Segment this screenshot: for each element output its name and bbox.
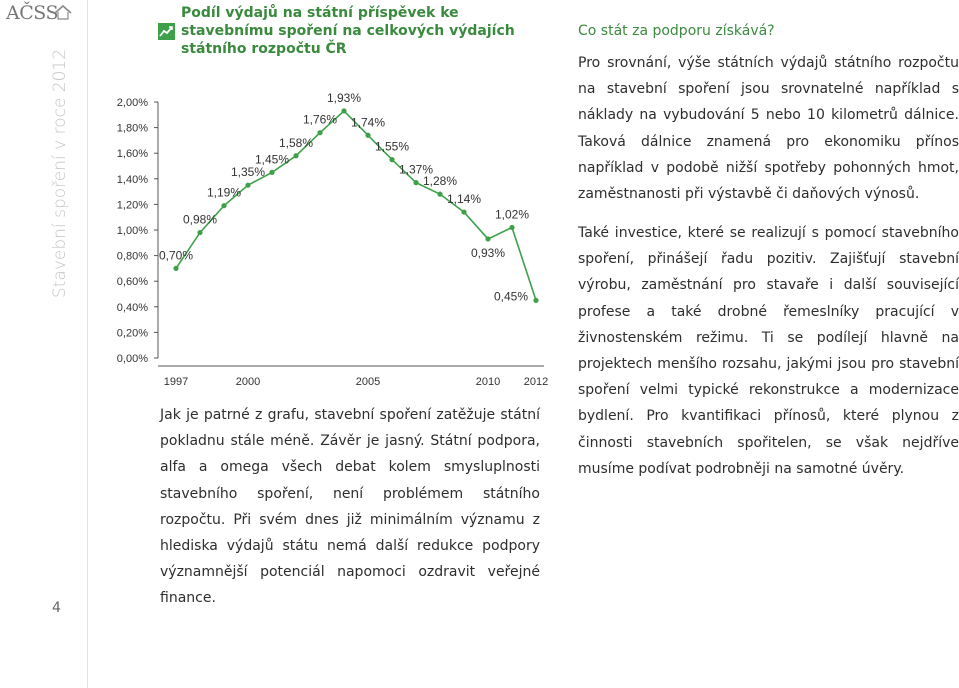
data-label: 1,19%: [206, 185, 242, 200]
side-title: Stavební spoření v roce 2012: [50, 48, 70, 298]
x-tick-label: 2000: [235, 376, 261, 388]
y-tick-label: 0,20%: [116, 327, 148, 340]
data-label: 1,74%: [350, 115, 386, 130]
data-label: 1,55%: [374, 139, 410, 154]
data-label: 1,28%: [422, 174, 458, 189]
right-paragraph-1: Pro srovnání, výše státních výdajů státního rozpočtu na stavební spoření jsou srovnatelné například s náklady na vybudování 5 nebo 10 kilometrů dálnice. Taková dálnice znamená pro ekonomiku přínos například v podobě nižší spotřeby pohonných hmot, zaměstnanosti při výstavbě či daňových výnosů.: [578, 55, 959, 203]
data-point: [413, 180, 418, 185]
data-label: 1,37%: [398, 162, 434, 177]
data-point: [509, 225, 514, 230]
y-tick-label: 0,40%: [116, 301, 148, 314]
data-point: [317, 130, 322, 135]
data-point: [533, 298, 538, 303]
data-point: [365, 133, 370, 138]
data-label: 1,58%: [278, 135, 314, 150]
data-point: [269, 170, 274, 175]
x-tick-label: 2012: [523, 376, 549, 388]
left-rail: [0, 0, 88, 688]
x-tick-label: 1997: [163, 376, 189, 388]
trend-line-icon: [158, 23, 175, 40]
house-roof-icon: [54, 4, 72, 20]
data-point: [221, 203, 226, 208]
data-point: [389, 157, 394, 162]
data-point: [437, 192, 442, 197]
line-chart: [88, 70, 558, 400]
data-label: 1,02%: [494, 207, 530, 222]
data-point: [485, 236, 490, 241]
left-paragraph: Jak je patrné z grafu, stavební spoření zatěžuje státní pokladnu stále méně. Závěr je jasný. Státní podpora, alfa a omega všech debat kolem smysluplnosti stavebního spoření, není problémem státního rozpočtu. Při svém dnes již minimálním významu z hlediska výdajů státu nemá další redukce podpory významnější potenciál napomoci ozdravit veřejné finance.: [160, 407, 540, 607]
right-paragraph-2: Také investice, které se realizují s pomocí stavebního spoření, přinášejí řadu pozitiv. Zajišťují stavební výrobu, zaměstnání pro stavaře i další související profese a také drobné řemeslníky pracující v živnostenském režimu. Ti se podílejí hlavně na projektech menšího rozsahu, jakými jsou pro stavební spoření velmi typické rekonstrukce a modernizace bydlení. Pro kvantifikaci přínosů, které plynou z činnosti stavebních spořitelen, se však nejdříve musíme podívat podrobněji na samotné úvěry.: [578, 225, 959, 477]
right-heading: Co stát za podporu získává?: [578, 23, 775, 39]
y-tick-label: 0,80%: [116, 250, 148, 263]
data-point: [197, 230, 202, 235]
x-tick-label: 2010: [475, 376, 501, 388]
logo: AČSS: [6, 2, 58, 24]
data-label: 1,14%: [446, 192, 482, 207]
data-label: 0,45%: [493, 289, 528, 304]
data-point: [341, 108, 346, 113]
chart-title: Podíl výdajů na státní příspěvek ke stavebnímu spoření na celkových výdajích státního rozpočtu ČR: [181, 5, 515, 57]
data-label: 1,93%: [326, 90, 362, 105]
data-point: [245, 183, 250, 188]
y-tick-label: 1,40%: [116, 173, 148, 186]
data-label: 0,93%: [470, 245, 506, 260]
y-tick-label: 0,00%: [116, 353, 148, 365]
y-tick-label: 1,20%: [116, 199, 148, 212]
page-number: 4: [52, 600, 61, 616]
data-label: 0,98%: [182, 212, 218, 227]
series-line: [176, 111, 536, 300]
data-label: 0,70%: [158, 248, 194, 263]
y-tick-label: 1,00%: [116, 225, 148, 237]
y-tick-label: 1,60%: [116, 148, 148, 161]
y-tick-label: 0,60%: [116, 276, 148, 289]
data-point: [461, 209, 466, 214]
data-label: 1,76%: [302, 112, 338, 127]
data-point: [173, 266, 178, 271]
y-tick-label: 2,00%: [116, 97, 148, 109]
x-tick-label: 2005: [355, 376, 381, 388]
data-label: 1,35%: [230, 165, 266, 180]
data-label: 1,45%: [254, 152, 290, 167]
data-point: [293, 153, 298, 158]
y-tick-label: 1,80%: [116, 122, 148, 135]
